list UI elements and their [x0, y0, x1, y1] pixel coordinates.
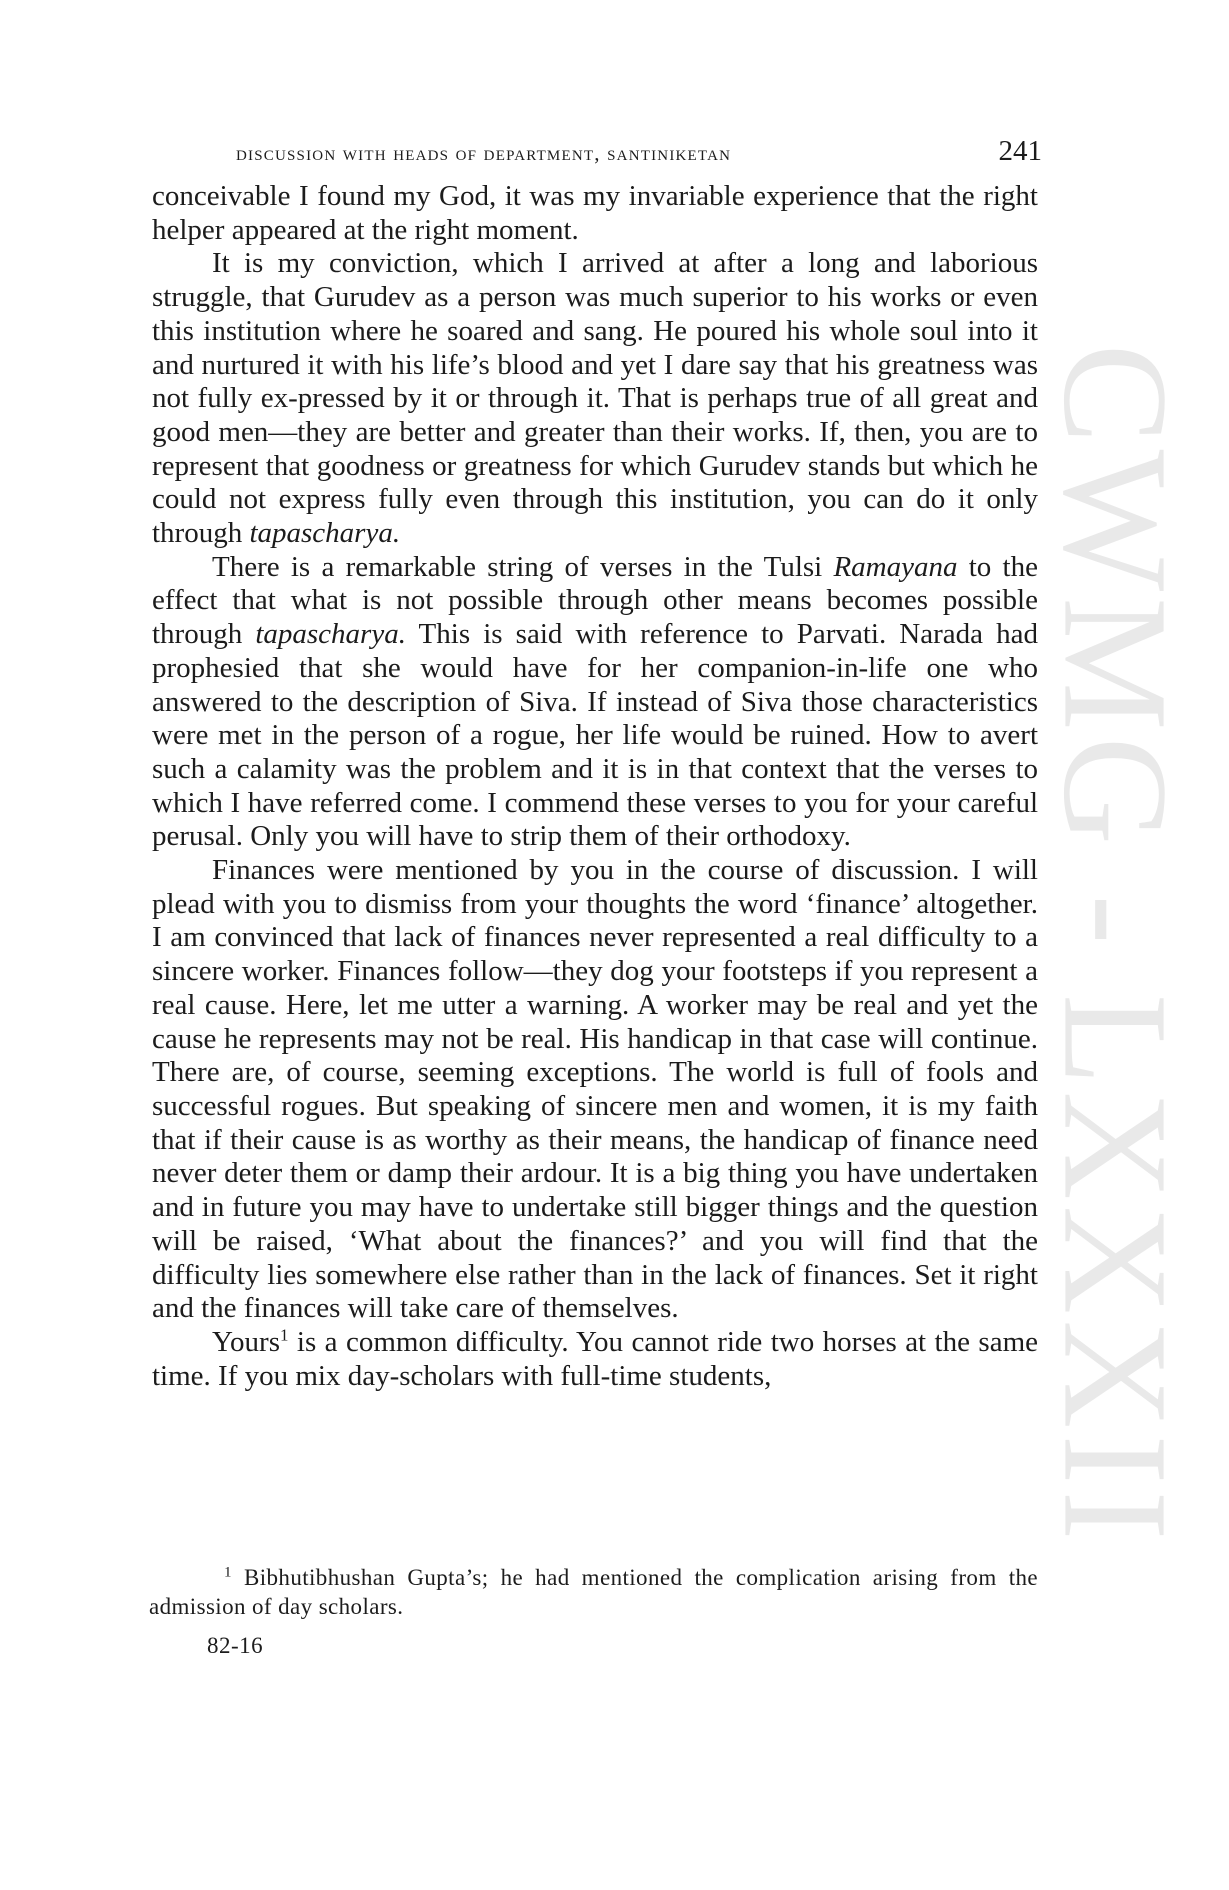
paragraph-4-text: Finances were mentioned by you in the course of discussion. I will plead with you to dismiss from your thoughts the word ‘finance’ altogether. I am convinced that lack of finances never represented a real difficulty to a sincere worker. Finances follow—they dog your footsteps if you represent a real cause. Here, let me utter a warning. A worker may be real and yet the cause he represents may not be real. His handicap in that case will continue. There are, of course, seeming exceptions. The world is full of fools and successful rogues. But speaking of sincere men and women, it is my faith that if their cause is as worthy as their means, the handicap of finance need never deter them or damp their ardour. It is a big thing you have undertaken and in future you may have to undertake still bigger things and the question will be raised, ‘What about the finances?’ and you will find that the difficulty lies somewhere else rather than in the lack of finances. Set it right and the finances will take care of themselves. — [152, 854, 1038, 1325]
paragraph-2-italic: tapascharya. — [249, 517, 401, 550]
paragraph-2 — [152, 247, 1038, 550]
watermark — [1032, 343, 1198, 1547]
paragraph-5-text-b: is a common difficulty. You cannot ride two horses at the same time. If you mix day-scholars with full-time students, — [152, 1325, 1038, 1392]
paragraph-5-text-a: Yours — [212, 1325, 280, 1358]
paragraph-5 — [152, 1326, 1038, 1393]
footnotes — [149, 1563, 1038, 1621]
footnote-text: Bibhutibhushan Gupta’s; he had mentioned the complication arising from the admission of day scholars. — [149, 1565, 1038, 1619]
running-head — [236, 128, 1042, 168]
footnote-mark: 1 — [224, 1564, 232, 1581]
body-text — [152, 180, 1038, 1393]
footnote-1 — [149, 1563, 1038, 1621]
paragraph-3 — [152, 551, 1038, 854]
paragraph-3-text-c: This is said with reference to Parvati. Narada had prophesied that she would have for her companion-in-life one who answered to the description of Siva. If instead of Siva those characteristics were met in the person of a rogue, her life would be ruined. How to avert such a calamity was the problem and it is in that context that the verses to which I have referred come. I commend these verses to you for your careful perusal. Only you will have to strip them of their orthodoxy. — [152, 618, 1039, 853]
paragraph-3-italic-2: tapascharya. — [255, 618, 406, 651]
running-head-title: discussion with heads of department, santiniketan — [236, 141, 732, 165]
paragraph-1-text: conceivable I found my God, it was my invariable experience that the right helper appeared at the right moment. — [152, 180, 1038, 246]
watermark-text: CWMG - LXXXII — [1032, 343, 1198, 1547]
paragraph-3-text-a: There is a remarkable string of verses in the Tulsi — [212, 550, 834, 583]
paragraph-4 — [152, 854, 1038, 1326]
paragraph-1 — [152, 180, 1038, 247]
paragraph-3-text-b: to the effect that what is not possible through other means becomes possible through — [152, 550, 1038, 651]
footnote-reference: 1 — [279, 1325, 289, 1345]
page-number: 241 — [998, 135, 1042, 167]
signature-mark: 82-16 — [207, 1633, 264, 1658]
paragraph-3-italic-1: Ramayana — [833, 550, 958, 583]
paragraph-2-text: It is my conviction, which I arrived at after a long and laborious struggle, that Gurudev as a person was much superior to his works or even this institution where he soared and sang. He poured his whole soul into it and nurtured it with his life’s blood and yet I dare say that his greatness was not fully ex-pressed by it or through it. That is perhaps true of all great and good men—they are better and greater than their works. If, then, you are to represent that goodness or greatness for which Gurudev stands but which he could not express fully even through this institution, you can do it only through — [152, 247, 1038, 550]
